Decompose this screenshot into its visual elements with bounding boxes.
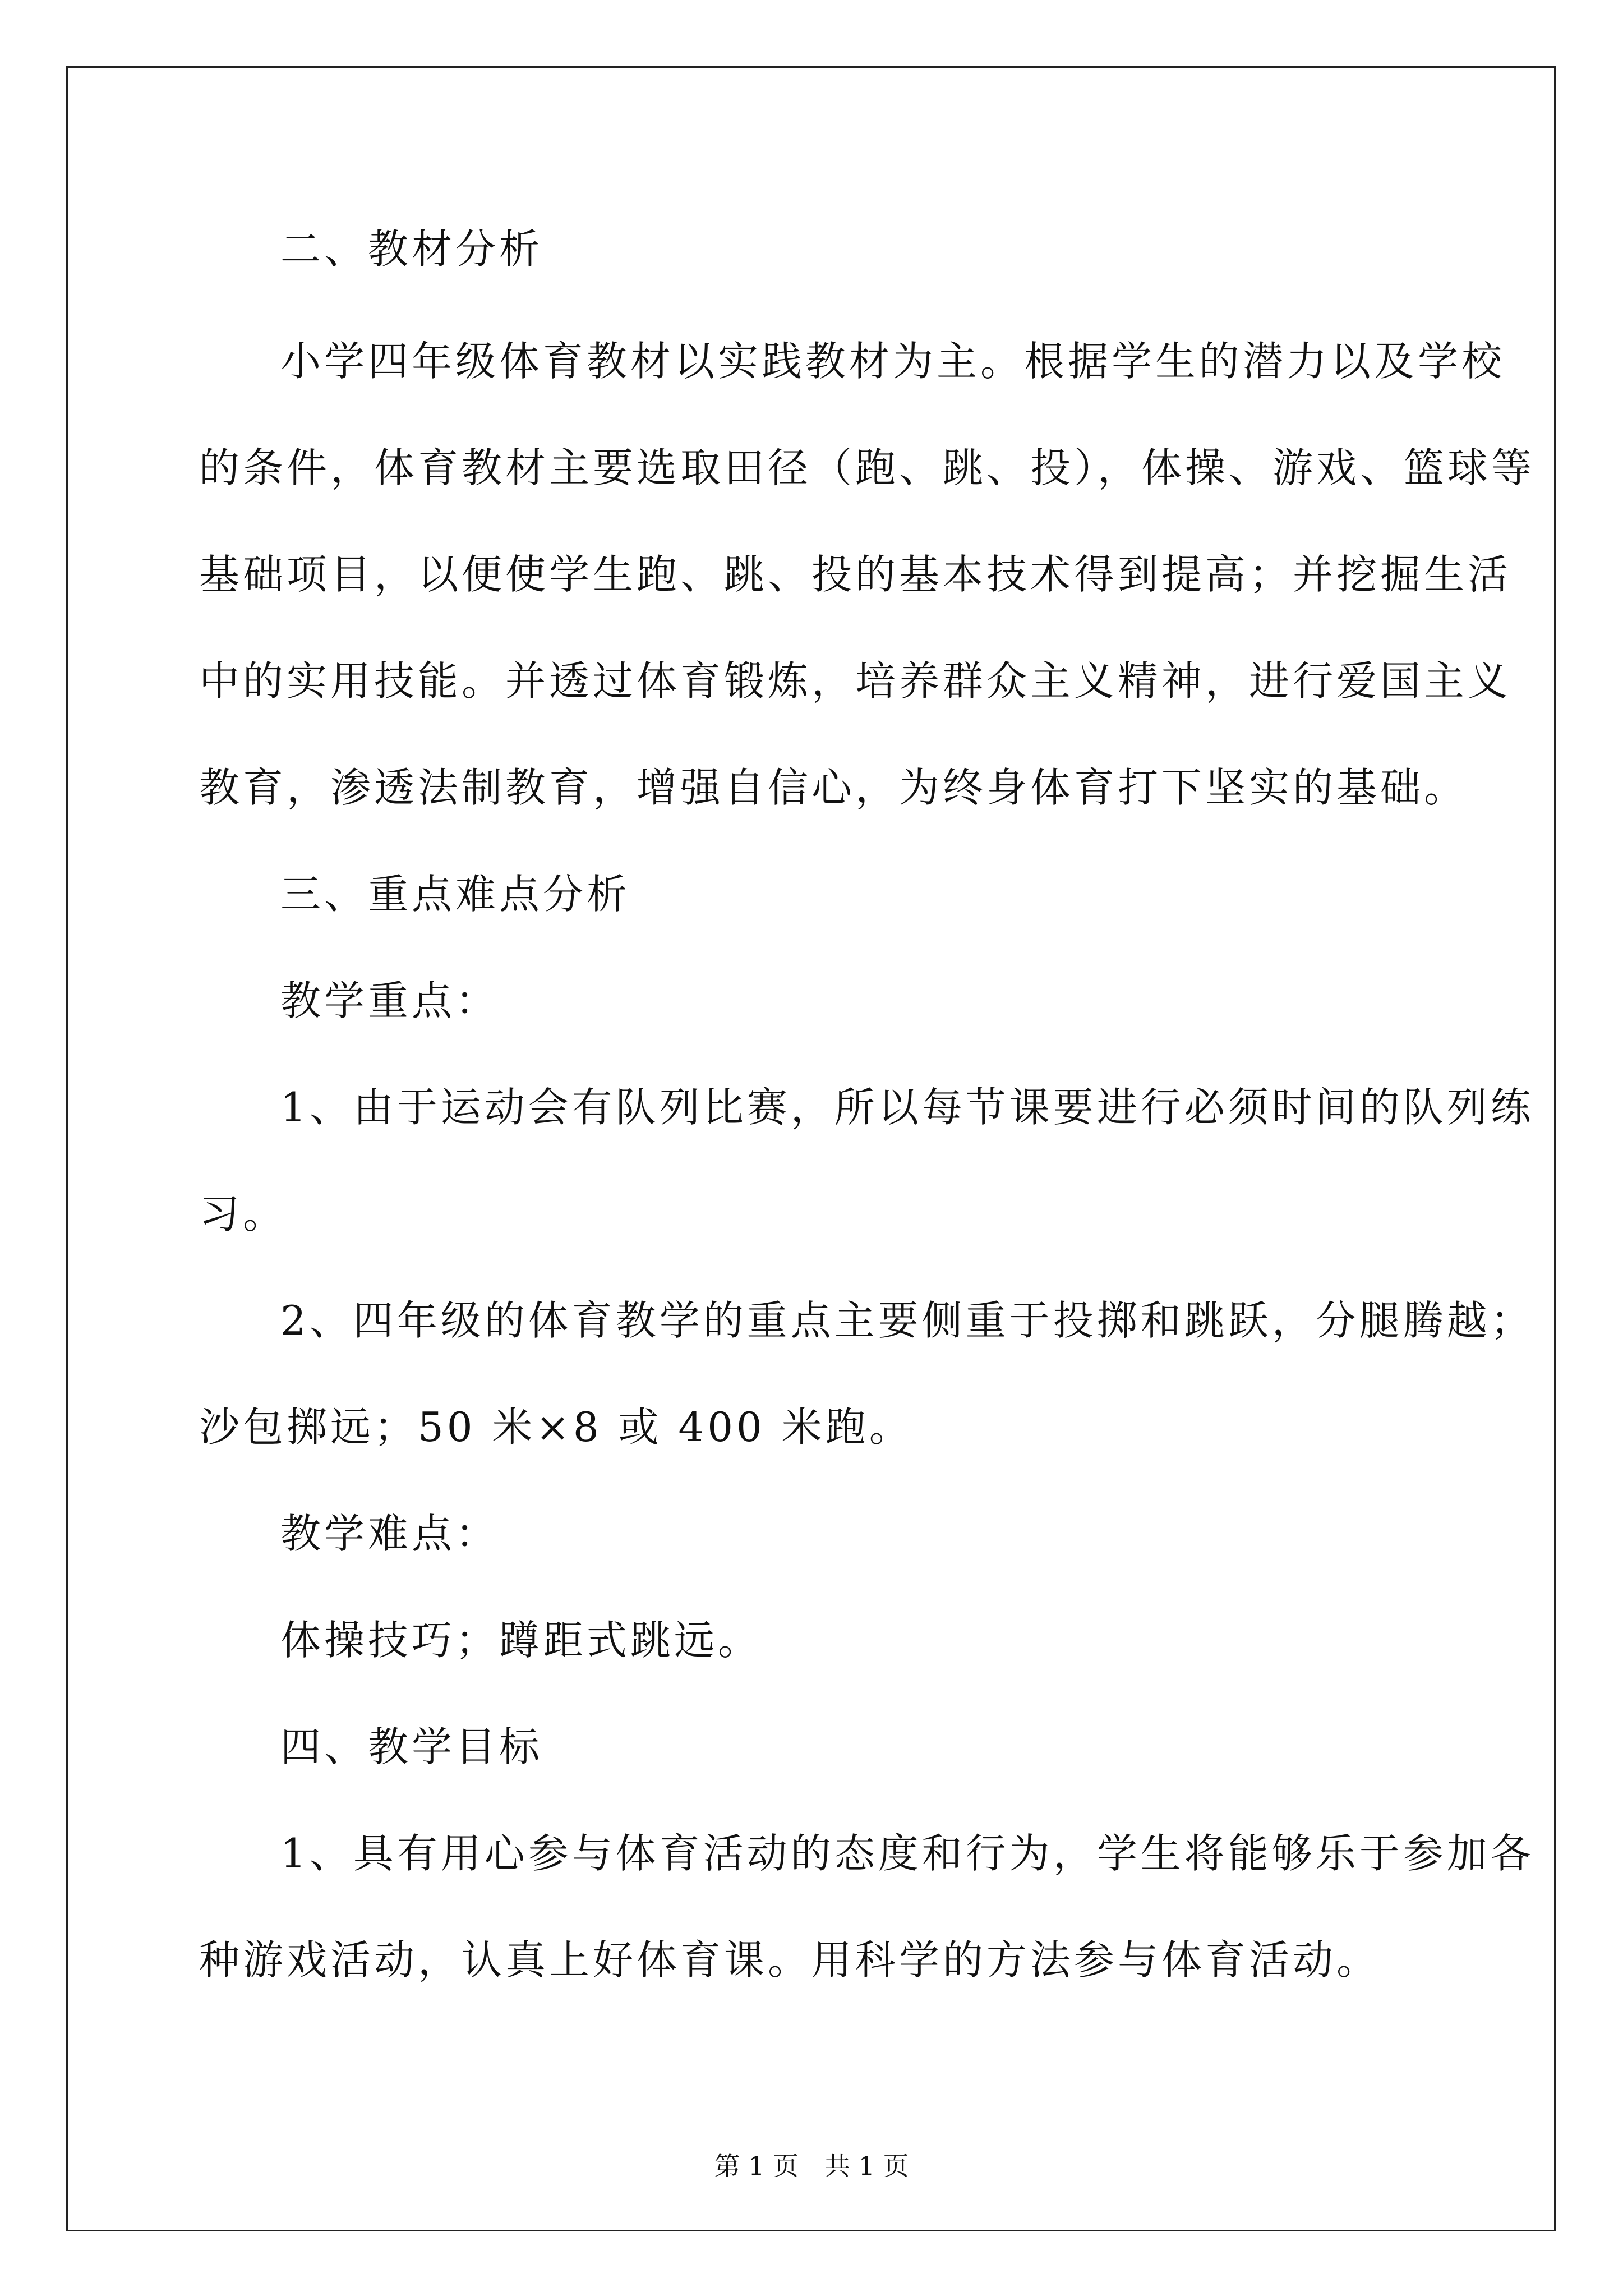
list-item-line: 习。: [199, 1190, 287, 1237]
heading-section-4: 四、教学目标: [280, 1723, 543, 1770]
list-item-line: 1、由于运动会有队列比赛，所以每节课要进行必须时间的队列练: [280, 1084, 1534, 1131]
paragraph-line: 的条件，体育教材主要选取田径（跑、跳、投），体操、游戏、篮球等: [199, 444, 1536, 491]
list-item-line: 1、具有用心参与体育活动的态度和行为，学生将能够乐于参加各: [280, 1830, 1534, 1877]
list-item-line: 2、四年级的体育教学的重点主要侧重于投掷和跳跃，分腿腾越；: [280, 1297, 1534, 1344]
list-item-line: 沙包掷远；50 米×8 或 400 米跑。: [199, 1404, 913, 1451]
subheading-key-points: 教学重点：: [280, 977, 500, 1024]
list-item-line: 种游戏活动，认真上好体育课。用科学的方法参与体育活动。: [199, 1936, 1381, 1984]
paragraph-line: 基础项目，以便使学生跑、跳、投的基本技术得到提高；并挖掘生活: [199, 551, 1512, 598]
paragraph-line: 中的实用技能。并透过体育锻炼，培养群众主义精神，进行爱国主义: [199, 657, 1512, 705]
subheading-difficult-points: 教学难点：: [280, 1510, 500, 1557]
page-border: [66, 66, 1556, 2231]
paragraph-line: 教育，渗透法制教育，增强自信心，为终身体育打下坚实的基础。: [199, 764, 1468, 811]
heading-section-3: 三、重点难点分析: [280, 871, 631, 918]
heading-section-2: 二、教材分析: [280, 226, 543, 273]
paragraph-line: 体操技巧；蹲距式跳远。: [280, 1617, 762, 1664]
page-number-footer: 第 1 页 共 1 页: [714, 2151, 909, 2181]
paragraph-line: 小学四年级体育教材以实践教材为主。根据学生的潜力以及学校: [280, 338, 1506, 385]
